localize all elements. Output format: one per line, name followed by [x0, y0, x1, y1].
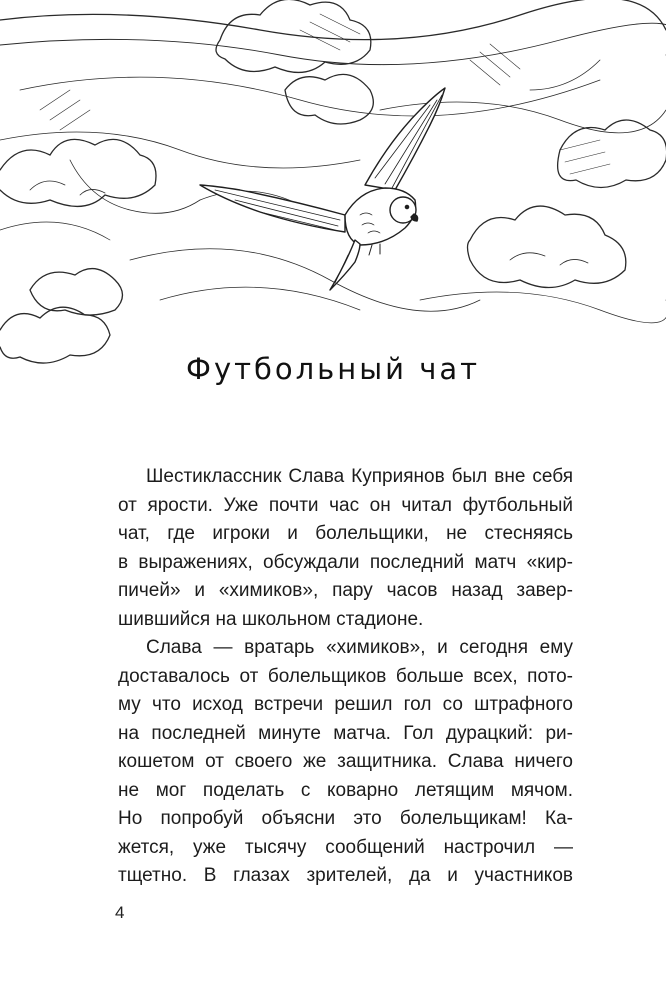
text-line: Шестиклассник Слава Куприянов был вне себя	[146, 466, 573, 487]
text-line: му что исход встречи решил гол со штрафного	[118, 694, 573, 715]
text-line: чат, где игроки и болельщики, не стесняясь	[118, 523, 573, 544]
text-line: жется, уже тысячу сообщений настрочил —	[118, 836, 573, 858]
text-line: Слава — вратарь «химиков», и сегодня ему	[146, 637, 573, 658]
text-line: кошетом от своего же защитника. Слава ничего	[118, 751, 573, 772]
parakeet-drawing	[200, 88, 445, 290]
text-line: пичей» и «химиков», пару часов назад завер-	[118, 580, 573, 601]
page-number: 4	[115, 903, 125, 922]
text-line: шившийся на школьном стадионе.	[118, 608, 424, 630]
text-line: от ярости. Уже почти час он читал футбольный	[118, 494, 573, 516]
text-line: в выражениях, обсуждали последний матч «кир-	[118, 551, 573, 573]
text-line: на последней минуте матча. Гол дурацкий: ри-	[118, 722, 573, 744]
chapter-title: Футбольный чат	[186, 352, 480, 386]
text-line: доставалось от болельщиков больше всех, пото-	[118, 665, 573, 687]
text-line: не мог поделать с коварно летящим мячом.	[118, 779, 573, 801]
chapter-body	[118, 463, 573, 891]
text-line: Но попробуй объясни это болельщикам! Ка-	[118, 808, 573, 829]
text-line: тщетно. В глазах зрителей, да и участников	[118, 865, 573, 886]
